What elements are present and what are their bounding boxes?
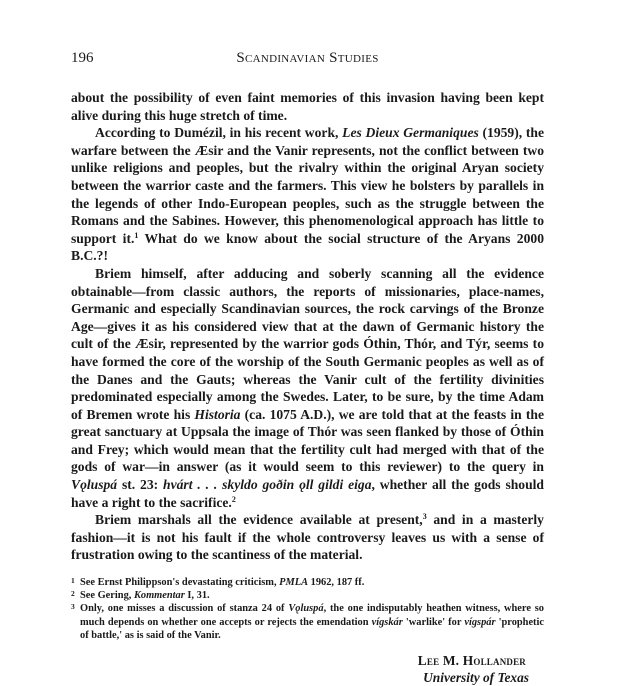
footnote-3: 3 Only, one misses a discussion of stanza 24 of Vǫluspá, the one indisputably heathen witness, where so much depends on whether one accepts or rejects the emendation vígskár 'warlike' for vígspár 'prophetic of battle,' as is said of the Vanir. [71,602,545,641]
paragraph-2: According to Dumézil, in his recent work, Les Dieux Germaniques (1959), the warfare between the Æsir and the Vanir represents, not the conflict between two unlike religions and peoples, but the rivalry within the original Aryan society between the warrior caste and the farmers. This view he bolsters by parallels in the legends of other Indo-European peoples, such as the struggle between the Romans and the Sabines. However, this phenomenological approach has little to support it.$^1$ What do we know about the social structure of the Aryans 2000 B.C.?! [71,125,545,264]
footnote-1: 1 See Ernst Philippson's devastating criticism, PMLA 1962, 187 ff. [71,576,365,589]
footnote-mark: 2 [71,589,75,599]
author-affiliation: University of Texas [423,670,529,686]
journal-title: Scandinavian Studies [236,50,379,66]
footnote-ref-1[interactable]: 1 [134,230,139,240]
author-signature [71,652,544,686]
paragraph-1: about the possibility of even faint memories of this invasion having been kept alive during this huge stretch of time. [71,90,544,123]
page-number: 196 [71,50,94,66]
book-title: Les Dieux Germaniques [342,125,479,141]
work-title-historia: Historia [194,406,241,422]
footnote-mark: 3 [71,602,75,612]
work-title-voluspa: Vǫluspá [71,477,118,493]
document-page [71,50,544,686]
footnote-ref-2[interactable]: 2 [231,494,236,504]
paragraph-4: Briem marshals all the evidence available at present,$^3$ and in a masterly fashion—it is not his fault if the whole controversy leaves us with a sense of frustration owing to the scantiness of the material. [71,512,544,563]
old-norse-quote: hvárt . . . skyldo goðin ǫll gildi eiga [163,477,372,493]
footnote-2: 2 See Gering, Kommentar I, 31. [71,589,210,602]
body-text [71,89,544,564]
paragraph-3: Briem himself, after adducing and soberly scanning all the evidence obtainable—from classic authors, the reports of missionaries, place-names, Germanic and especially Scandinavian sources, the rock carvings of the Bronze Age—gives it as his considered view that at the dawn of Germanic history the cult of the Æsir, represented by the warrior gods Óthin, Thór, and Týr, seems to have formed the core of the worship of the South Germanic peoples as well as of the Danes and the Gauts; whereas the Vanir cult of the fertility divinities predominated especially among the Swedes. Later, to be sure, by the time Adam of Bremen wrote his Historia (ca. 1075 A.D.), we are told that at the feasts in the great sanctuary at Uppsala the image of Thór was seen flanked by those of Óthin and Frey; which would mean that the fertility cult had merged with that of the gods of war—in answer (as it would seem to this reviewer) to the query in Vǫluspá st. 23: hvárt . . . skyldo goðin ǫll gildi eiga, whether all the gods should have a right to the sacrifice.$^2$ [71,265,544,510]
footnote-ref-3[interactable]: 3 [422,512,427,522]
author-name: Lee M. Hollander [417,653,526,669]
footnote-mark: 1 [71,576,75,586]
running-head [71,50,544,72]
footnotes [71,576,544,642]
